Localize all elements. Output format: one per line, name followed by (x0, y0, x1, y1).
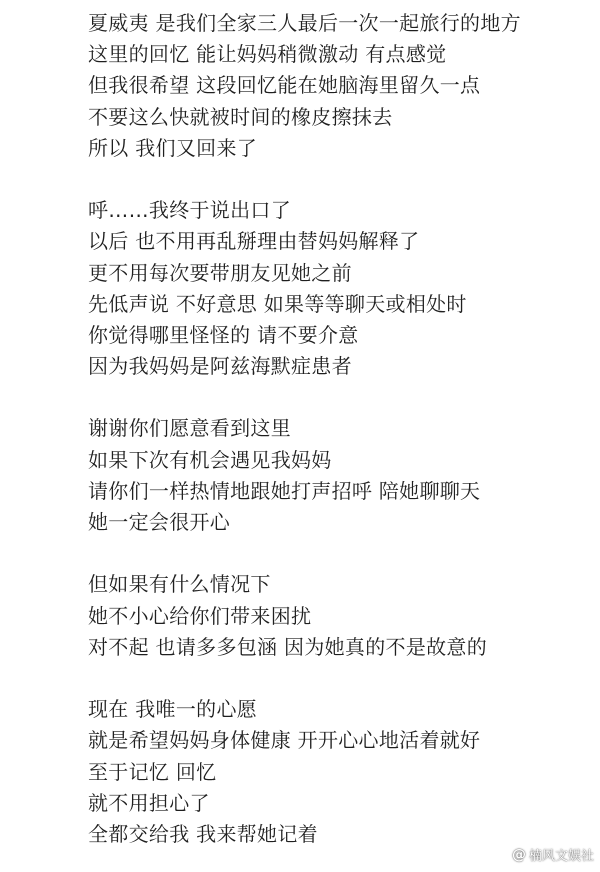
text-line: 但我很希望 这段回忆能在她脑海里留久一点 (88, 73, 481, 98)
text-line: 先低声说 不好意思 如果等等聊天或相处时 (88, 291, 467, 316)
text-line: 所以 我们又回来了 (88, 135, 258, 160)
paragraph (88, 8, 588, 164)
text-line: 夏威夷 是我们全家三人最后一次一起旅行的地方 (88, 11, 521, 35)
text-line: 不要这么快就被时间的橡皮擦抹去 (88, 104, 393, 129)
text-line: 以后 也不用再乱掰理由替妈妈解释了 (88, 229, 420, 254)
paragraph-spacer (88, 164, 588, 195)
text-line: 全都交给我 我来帮她记着 (88, 821, 318, 846)
text-line: 对不起 也请多多包涵 因为她真的不是故意的 (88, 634, 488, 659)
text-line: 请你们一样热情地跟她打声招呼 陪她聊聊天 (88, 478, 481, 503)
text-line: 就不用担心了 (88, 790, 210, 815)
watermark (512, 845, 594, 864)
text-line: 她不小心给你们带来困扰 (88, 603, 312, 628)
text-line: 至于记忆 回忆 (88, 759, 217, 784)
text-line: 你觉得哪里怪怪的 请不要介意 (88, 322, 359, 347)
paragraph-spacer (88, 663, 588, 694)
paragraph (88, 569, 588, 663)
text-line: 更不用每次要带朋友见她之前 (88, 260, 352, 285)
paragraph (88, 413, 588, 538)
at-icon: @ (511, 846, 526, 863)
text-line: 现在 我唯一的心愿 (88, 697, 258, 722)
text-line: 呼……我终于说出口了 (88, 198, 291, 223)
paragraph-spacer (88, 382, 588, 413)
text-line: 但如果有什么情况下 (88, 572, 271, 597)
paragraph (88, 195, 588, 382)
text-line: 谢谢你们愿意看到这里 (88, 416, 291, 441)
message-text (88, 8, 588, 850)
text-line: 就是希望妈妈身体健康 开开心心地活着就好 (88, 728, 481, 753)
paragraph (88, 694, 588, 850)
text-line: 如果下次有机会遇见我妈妈 (88, 447, 332, 472)
text-line: 她一定会很开心 (88, 510, 231, 534)
watermark-label: 楠风文娱社 (528, 849, 594, 864)
text-line: 这里的回忆 能让妈妈稍微激动 有点感觉 (88, 42, 447, 67)
text-line: 因为我妈妈是阿兹海默症患者 (88, 354, 352, 379)
paragraph-spacer (88, 538, 588, 569)
